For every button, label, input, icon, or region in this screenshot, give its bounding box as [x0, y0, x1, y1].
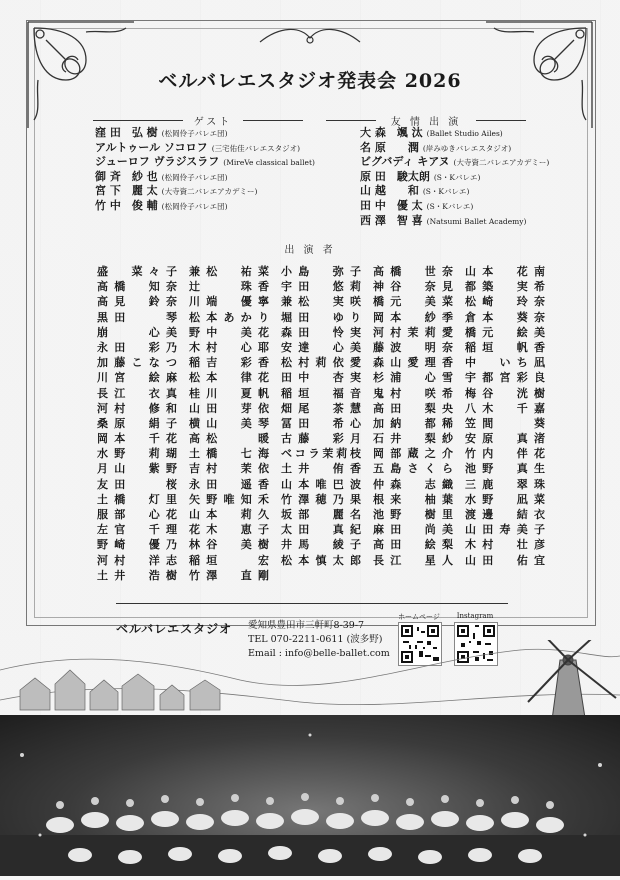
studio-name: ベルバレエスタジオ [116, 622, 233, 636]
performer-name: 中 いち凪 [465, 356, 545, 370]
performer-name: 稲垣 福音 [281, 386, 361, 400]
performer-name: 堀田 ゆり [281, 310, 361, 324]
friends-heading: 友 情 出 演 [390, 117, 462, 128]
performer-name: 月山 紫野 [97, 462, 177, 476]
performer-name: 坂部 麗名 [281, 508, 361, 521]
performer-name: 崩 心美 [97, 325, 177, 339]
performer-name: 山田 佑宜 [465, 553, 545, 567]
divider [476, 120, 526, 121]
friend-row [360, 170, 549, 185]
performer-name: 宇田 悠莉 [281, 280, 361, 294]
affiliation: (松岡伶子バレエ団) [161, 129, 228, 138]
affiliation: (三宅佑佳バレエスタジオ) [211, 143, 301, 153]
performer-name: 松崎 玲奈 [465, 295, 545, 309]
affiliation: (S・Kバレエ) [422, 187, 470, 197]
performer-column [281, 264, 361, 568]
performer-name: 永田 遥香 [189, 477, 269, 491]
performer-name: 稲垣 宏 [189, 553, 269, 567]
performer-name: 水野 莉瑚 [97, 447, 177, 461]
performer-name: 畑尾 茶慧 [281, 401, 361, 415]
performer-name: 竹内 伴花 [465, 447, 545, 461]
qr-home-label: ホームページ [398, 613, 440, 621]
performer-name: ビグバディ キアヌ [360, 155, 450, 169]
performer-name: 山本唯巴波 [281, 477, 361, 491]
performer-name: 安達 心美 [281, 340, 361, 354]
performer-name: 杉浦 心雪 [373, 371, 453, 385]
performer-name: 竹澤 直剛 [189, 568, 269, 582]
performer-name: 三鹿 翠珠 [465, 477, 545, 491]
performers-grid [97, 264, 545, 582]
performer-name: 藤波 明奈 [373, 340, 453, 354]
performer-name: 林谷 美樹 [189, 538, 269, 552]
performer-name: 長江 星人 [373, 553, 453, 567]
performer-name: 稲吉 彩香 [189, 356, 269, 370]
performer-name: 石井 梨紗 [373, 432, 453, 446]
performer-name: 河村 修和 [97, 401, 177, 415]
guest-row [95, 184, 315, 199]
performer-name: 田 中 優 太 [360, 198, 423, 212]
affiliation: (Ballet Studio Ailes) [426, 129, 503, 138]
performer-name: 兼松 実咲 [281, 295, 361, 309]
performer-name: 池野 真生 [465, 462, 545, 476]
divider [243, 120, 303, 121]
performer-name: 窪 田 弘 樹 [95, 126, 158, 139]
performer-name: 大 森 颯 汰 [360, 126, 423, 139]
performer-name: 川端 優寧 [189, 295, 269, 309]
performer-name: 土井 侑香 [281, 462, 361, 476]
guest-row [95, 155, 315, 170]
ornament-scroll-icon [250, 22, 370, 52]
performer-name: 吉村 茉依 [189, 462, 269, 476]
guest-row [95, 141, 315, 156]
affiliation: (MireVe classical ballet) [223, 158, 315, 168]
phone: TEL 070-2211-0611 (波多野) [248, 634, 383, 645]
performer-name: 仲森 志織 [373, 477, 453, 491]
performer-name: 岡本 千花 [97, 432, 177, 446]
friend-row [360, 141, 549, 156]
performer-name: 竹 中 俊 輔 [95, 198, 158, 212]
performer-name: 加納 都稀 [373, 416, 453, 430]
performer-name: 山本 花南 [465, 265, 545, 278]
affiliation: (松岡伶子バレエ団) [161, 201, 228, 211]
performer-name: 森山愛理香 [373, 356, 453, 370]
performer-name: 加藤こなつ [97, 356, 177, 370]
performer-name: 梅谷 洸樹 [465, 386, 545, 400]
email: Email : info@belle-ballet.com [248, 648, 390, 659]
friend-row [360, 155, 549, 170]
performer-name: 松本慎太郎 [281, 553, 361, 567]
performer-name: 盛 菜々子 [97, 265, 177, 278]
affiliation: (Natsumi Ballet Academy) [426, 216, 527, 226]
performer-name: 麻田 尚美 [373, 523, 453, 537]
performer-name: 名 原 潤 [360, 140, 419, 154]
performer-name: 野中 美花 [189, 325, 269, 339]
performer-name: 太田 真紀 [281, 523, 361, 537]
performer-name: 矢野唯知禾 [189, 492, 269, 506]
performer-name: 松本あかり [189, 310, 269, 324]
divider [116, 603, 508, 604]
performer-name: 冨田 希心 [281, 416, 361, 430]
performer-name: 原 田 駿太朗 [360, 169, 430, 183]
performer-name: 高松 暖 [189, 432, 269, 446]
performer-name: 花木 恵子 [189, 523, 269, 537]
performers-heading: 出 演 者 [284, 245, 336, 256]
performer-name: 池野 樹里 [373, 508, 453, 521]
affiliation: (S・Kバレエ) [426, 201, 474, 211]
performer-name: 野崎 優乃 [97, 538, 177, 552]
performer-name: 森田 怜実 [281, 325, 361, 339]
performer-name: 神谷 奈見 [373, 280, 453, 294]
performer-name: 安原 真渚 [465, 432, 545, 446]
performer-name: 井馬 綾子 [281, 538, 361, 552]
performer-name: 高田 絵梨 [373, 538, 453, 552]
performer-name: 山田寿美子 [465, 523, 545, 537]
affiliation: (大寺資二バレエアカデミー) [453, 158, 550, 168]
stage-group-photo [0, 715, 620, 876]
performer-name: 渡邊 結衣 [465, 508, 545, 521]
guest-row [95, 199, 315, 214]
performer-name: 水野 凪菜 [465, 492, 545, 506]
affiliation: (松岡伶子バレエ団) [161, 172, 228, 182]
performer-name: 友田 桜 [97, 477, 177, 491]
performer-name: 山田 芽依 [189, 401, 269, 415]
performer-name: 土橋 灯里 [97, 492, 177, 506]
performer-name: 兼松 祐菜 [189, 265, 269, 278]
performer-name: 八木 千嘉 [465, 401, 545, 415]
performer-name: 木村 壮彦 [465, 538, 545, 552]
performer-name: 松村莉依愛 [281, 356, 361, 370]
performer-name: 五島さくら [373, 462, 453, 476]
performer-name: 長江 衣真 [97, 386, 177, 400]
performer-name: 高田 梨央 [373, 401, 453, 415]
performer-name: 根来 柚葉 [373, 492, 453, 506]
guest-row [95, 170, 315, 185]
performer-name: 川宮 絵麻 [97, 371, 177, 385]
performer-name: 桑原 絹子 [97, 416, 177, 430]
performer-column [97, 264, 177, 583]
performer-name: 橋元 絵美 [465, 325, 545, 339]
performer-name: 小島 弥子 [281, 265, 361, 278]
performer-column [189, 264, 269, 583]
performer-name: 河村茉莉愛 [373, 325, 453, 339]
performer-column [373, 264, 453, 568]
friend-row [360, 214, 549, 229]
performer-column [465, 264, 545, 568]
performer-name: 河村 洋志 [97, 553, 177, 567]
affiliation: (大寺資二バレエアカデミー) [161, 187, 258, 197]
performer-name: 都築 実希 [465, 280, 545, 294]
performer-name: 高見 鈴奈 [97, 295, 177, 309]
affiliation: (岸みゆきバレエスタジオ) [422, 143, 512, 153]
affiliation: (S・Kバレエ) [433, 172, 481, 182]
performer-name: 永田 彩乃 [97, 340, 177, 354]
performer-name: 松本 律花 [189, 371, 269, 385]
performer-name: 岡本 紗季 [373, 310, 453, 324]
performer-name: 左官 千理 [97, 523, 177, 537]
performer-name: ジューロフ ヴラジスラフ [95, 155, 220, 169]
guest-row [95, 126, 315, 141]
page-title: ベルバレエスタジオ発表会 2026 [158, 70, 462, 92]
divider [93, 120, 183, 121]
performer-name: 山本 莉久 [189, 508, 269, 521]
performer-name: 鬼村 咲希 [373, 386, 453, 400]
guest-list [95, 126, 315, 214]
friend-row [360, 199, 549, 214]
performer-name: 辻 珠香 [189, 280, 269, 294]
performer-name: 田中 杏実 [281, 371, 361, 385]
friend-row [360, 184, 549, 199]
performer-name: 山 越 和 [360, 184, 419, 198]
performer-name: 木村 心耶 [189, 340, 269, 354]
performer-name: 横山 美琴 [189, 416, 269, 430]
performer-name: 宇都宮彩良 [465, 371, 545, 385]
performer-name: 高橋 世奈 [373, 265, 453, 278]
performer-name: 土橋 七海 [189, 447, 269, 461]
performer-name: 竹澤穂乃果 [281, 492, 361, 506]
performer-name: 橋元 美菜 [373, 295, 453, 309]
performer-name: 岡部蔵之介 [373, 447, 453, 461]
performer-name: 土井 浩樹 [97, 568, 177, 582]
qr-instagram-label: Instagram [456, 612, 494, 620]
divider [326, 120, 376, 121]
performer-name: ベコラ茉莉枝 [281, 447, 361, 461]
performer-name: 桂川 夏帆 [189, 386, 269, 400]
guest-heading: ゲスト [193, 117, 233, 128]
performer-name: 黒田 琴 [97, 310, 177, 324]
friends-list [360, 126, 549, 228]
performer-name: 御 斉 紗 也 [95, 169, 158, 183]
performer-name: 稲垣 帆香 [465, 340, 545, 354]
performer-name: 服部 心花 [97, 508, 177, 521]
performer-name: アルトゥール ソコロフ [95, 140, 208, 154]
performer-name: 宮 下 麗 太 [95, 184, 158, 198]
friend-row [360, 126, 549, 141]
performer-name: 西 澤 智 喜 [360, 213, 423, 227]
performer-name: 倉本 葵奈 [465, 310, 545, 324]
address: 愛知県豊田市三軒町8-39-7 [248, 620, 365, 631]
performer-name: 古藤 彩月 [281, 432, 361, 446]
performer-name: 高橋 知奈 [97, 280, 177, 294]
performer-name: 笠間 葵 [465, 416, 545, 430]
